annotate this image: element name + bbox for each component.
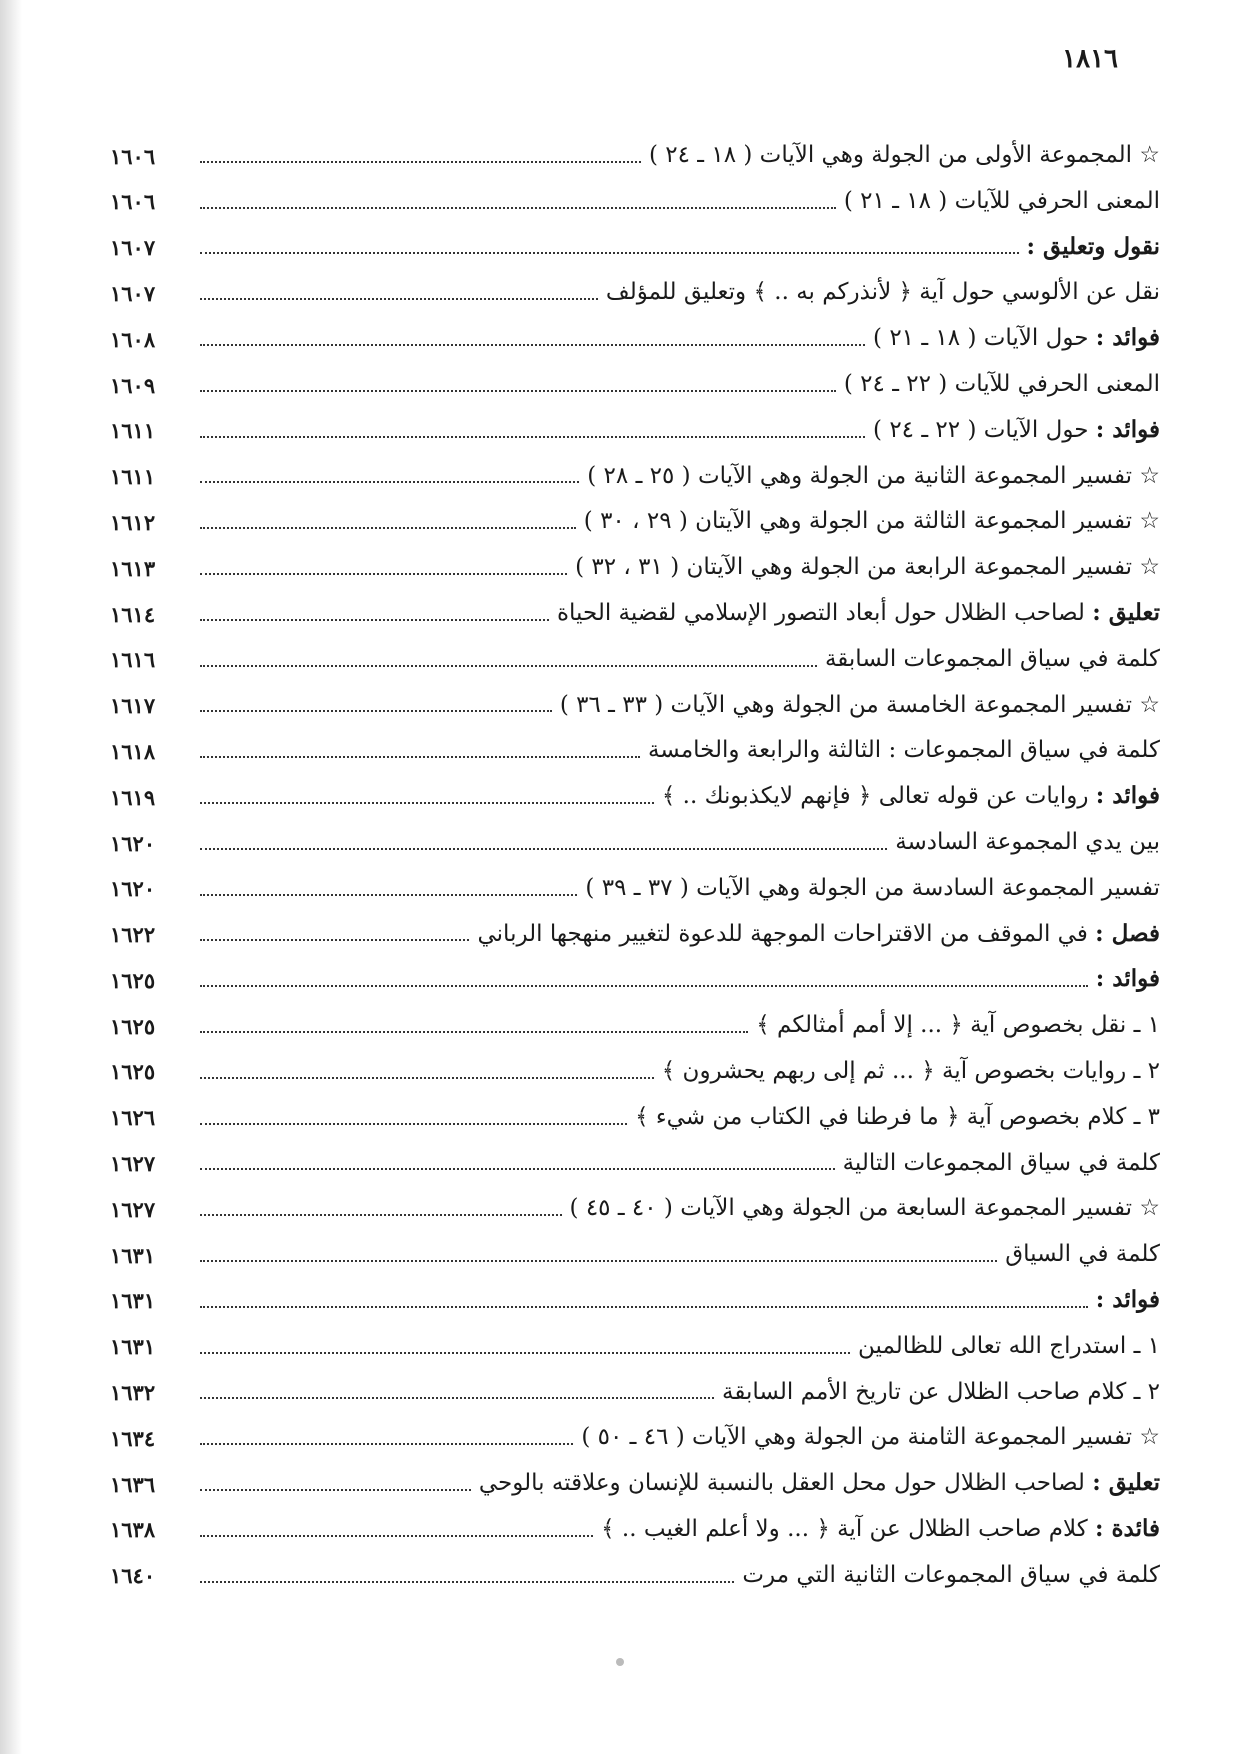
dot-leader [200,1123,627,1125]
toc-entry-text: ☆ تفسير المجموعة السابعة من الجولة وهي الآيات ( ٤٠ ـ ٤٥ ) [569,1195,1160,1222]
toc-entry-title [858,1332,1160,1361]
toc-entry-title [844,370,1160,399]
toc-entry [108,445,1160,491]
toc-entry-title [825,645,1160,674]
toc-entry-title [756,1011,1160,1040]
toc-entry-page: ١٦١١ [110,464,156,490]
dot-leader [200,665,817,667]
toc-entry-text: المعنى الحرفي للآيات ( ٢٢ ـ ٢٤ ) [843,371,1160,398]
toc-entry-title [722,1378,1160,1407]
toc-entry-label: فصل : [1095,919,1160,947]
dot-leader [200,1306,1088,1308]
dot-leader [200,1214,562,1216]
toc-entry-page: ١٦٣٨ [110,1517,156,1543]
dot-leader [200,939,469,941]
dot-leader [200,1397,714,1399]
dot-leader [200,1535,593,1537]
toc-entry-title [843,1149,1160,1178]
toc-entry-page: ١٦١٩ [110,784,156,810]
toc-entry-page: ١٦١٧ [110,693,156,719]
toc-entry-text: كلمة في السياق [1005,1241,1160,1268]
toc-entry-title [587,462,1160,491]
toc-entry-page: ١٦٢٠ [110,876,156,902]
toc-entry-page: ١٦٢٠ [110,830,156,856]
toc-entry-label: فوائد : [1095,415,1160,443]
toc-entry-text: كلمة في سياق المجموعات التالية [842,1149,1160,1176]
toc-entry [108,582,1160,628]
toc-entry-label: تعليق : [1092,599,1160,627]
dot-leader [200,298,598,300]
toc-entry [108,811,1160,857]
dot-leader [200,1077,654,1079]
toc-entry-title [560,691,1160,720]
toc-entry [108,1452,1160,1498]
toc-entry-page: ١٦٢٥ [110,1013,156,1039]
toc-entry-text: ☆ تفسير المجموعة الثالثة من الجولة وهي الآيتان ( ٢٩ ، ٣٠ ) [583,508,1160,535]
toc-entry-title [649,141,1160,170]
toc-entry-title [601,1515,1160,1544]
toc-entry-text: ٢ ـ روايات بخصوص آية ﴿ ... ثم إلى ربهم يحشرون ﴾ [661,1057,1160,1084]
toc-entry [108,261,1160,307]
toc-entry-text: لصاحب الظلال حول أبعاد التصور الإسلامي لقضية الحياة [556,600,1093,627]
dot-leader [200,1260,997,1262]
toc-entry-title [648,736,1160,765]
toc-entry-title [1005,1240,1160,1269]
toc-entry-title [477,920,1160,949]
scan-edge [0,0,22,1754]
table-of-contents [108,124,1160,1590]
toc-entry-text: روايات عن قوله تعالى ﴿ فإنهم لايكذبونك .. ﴾ [661,783,1096,810]
toc-entry [108,216,1160,262]
toc-entry-text: المعنى الحرفي للآيات ( ١٨ ـ ٢١ ) [843,187,1160,214]
toc-entry-text: ☆ المجموعة الأولى من الجولة وهي الآيات ( ١٨ ـ ٢٤ ) [648,142,1160,169]
toc-entry [108,1177,1160,1223]
dot-leader [200,1031,748,1033]
toc-entry-text: في الموقف من الاقتراحات الموجهة للدعوة لتغيير منهجها الرباني [477,920,1096,947]
dot-leader [200,985,1088,987]
toc-entry [108,1223,1160,1269]
toc-entry-title [662,782,1160,811]
toc-entry-page: ١٦٣١ [110,1242,156,1268]
toc-entry-page: ١٦٠٧ [110,235,156,261]
toc-entry-title [662,1057,1160,1086]
toc-entry-text: ٢ ـ كلام صاحب الظلال عن تاريخ الأمم السابقة [722,1378,1160,1405]
toc-entry-page: ١٦١٢ [110,509,156,535]
toc-entry [108,307,1160,353]
toc-entry-text: ٣ ـ كلام بخصوص آية ﴿ ما فرطنا في الكتاب من شيء ﴾ [635,1103,1160,1130]
toc-entry-title [581,1423,1160,1452]
toc-entry [108,124,1160,170]
page-number: ١٨١٦ [1062,44,1118,74]
dot-leader [200,207,836,209]
toc-entry-title [742,1561,1160,1590]
dot-leader [200,1443,573,1445]
toc-entry-title [1096,965,1160,994]
toc-entry [108,1361,1160,1407]
toc-entry-page: ١٦٣٤ [110,1425,156,1451]
toc-entry-title [873,416,1160,445]
dot-leader [200,894,577,896]
toc-entry-title [873,324,1160,353]
toc-entry-text: ☆ تفسير المجموعة الخامسة من الجولة وهي الآيات ( ٣٣ ـ ٣٦ ) [559,691,1160,718]
toc-entry-title [1096,1286,1160,1315]
toc-entry-title [1027,233,1160,262]
dot-leader [200,710,552,712]
toc-entry-text: نقل عن الألوسي حول آية ﴿ لأنذركم به .. ﴾ وتعليق للمؤلف [605,279,1160,306]
dot-leader [200,573,567,575]
toc-entry [108,1132,1160,1178]
toc-entry-title [575,553,1160,582]
dot-leader [200,481,579,483]
toc-entry-text: كلمة في سياق المجموعات السابقة [824,645,1160,672]
toc-entry-page: ١٦١٦ [110,647,156,673]
dot-leader [200,344,865,346]
toc-entry [108,1269,1160,1315]
toc-entry-page: ١٦١٣ [110,555,156,581]
toc-entry-text: ☆ تفسير المجموعة الثانية من الجولة وهي الآيات ( ٢٥ ـ ٢٨ ) [587,462,1160,489]
dot-leader [200,1489,471,1491]
toc-entry-label: نقول وتعليق : [1026,232,1160,260]
toc-entry-page: ١٦٠٩ [110,372,156,398]
toc-entry-page: ١٦٢٥ [110,1059,156,1085]
toc-entry-text: ١ ـ نقل بخصوص آية ﴿ ... إلا أمم أمثالكم ﴾ [756,1012,1160,1039]
toc-entry [108,353,1160,399]
dot-leader [200,802,654,804]
toc-entry-text: كلمة في سياق المجموعات : الثالثة والرابعة والخامسة [647,737,1160,764]
toc-entry-label: فوائد : [1095,324,1160,352]
toc-entry [108,719,1160,765]
toc-entry-text: حول الآيات ( ١٨ ـ ٢١ ) [873,325,1096,352]
toc-entry-label: تعليق : [1092,1469,1160,1497]
dot-leader [200,161,641,163]
toc-entry-title [557,599,1160,628]
toc-entry-text: ☆ تفسير المجموعة الثامنة من الجولة وهي الآيات ( ٤٦ ـ ٥٠ ) [581,1424,1160,1451]
toc-entry-text: كلمة في سياق المجموعات الثانية التي مرت [742,1561,1160,1588]
toc-entry [108,948,1160,994]
toc-entry-page: ١٦٣١ [110,1334,156,1360]
toc-entry-label: فوائد : [1095,1285,1160,1313]
toc-entry-page: ١٦٢٧ [110,1151,156,1177]
dot-leader [200,1168,835,1170]
toc-entry [108,628,1160,674]
dot-leader [200,252,1019,254]
toc-entry [108,674,1160,720]
toc-entry [108,1406,1160,1452]
toc-entry-page: ١٦٢٦ [110,1105,156,1131]
toc-entry-title [585,874,1160,903]
toc-entry [108,903,1160,949]
toc-entry-text: حول الآيات ( ٢٢ ـ ٢٤ ) [873,416,1096,443]
toc-entry [108,994,1160,1040]
toc-entry [108,857,1160,903]
toc-entry-title [479,1469,1160,1498]
toc-entry [108,1086,1160,1132]
dot-leader [200,390,836,392]
toc-entry [108,1498,1160,1544]
toc-entry-page: ١٦٠٨ [110,326,156,352]
dot-leader [200,848,887,850]
toc-entry-page: ١٦٠٧ [110,280,156,306]
toc-entry-label: فائدة : [1094,1514,1160,1542]
toc-entry-page: ١٦٣١ [110,1288,156,1314]
toc-entry-label: فوائد : [1095,965,1160,993]
toc-entry-text: كلام صاحب الظلال عن آية ﴿ ... ولا أعلم الغيب .. ﴾ [601,1515,1095,1542]
dot-leader [200,527,576,529]
toc-entry-title [895,828,1160,857]
toc-entry [108,170,1160,216]
toc-entry-title [570,1194,1160,1223]
toc-entry [108,536,1160,582]
toc-entry-page: ١٦١١ [110,418,156,444]
toc-entry-page: ١٦٠٦ [110,189,156,215]
toc-entry-text: ١ ـ استدراج الله تعالى للظالمين [858,1332,1160,1359]
toc-entry-page: ١٦٢٢ [110,922,156,948]
toc-entry-text: بين يدي المجموعة السادسة [895,829,1160,855]
toc-entry-title [584,507,1160,536]
toc-entry [108,1544,1160,1590]
toc-entry-page: ١٦٠٦ [110,143,156,169]
toc-entry [108,1315,1160,1361]
toc-entry-text: ☆ تفسير المجموعة الرابعة من الجولة وهي الآيتان ( ٣١ ، ٣٢ ) [575,554,1160,581]
toc-entry [108,490,1160,536]
footer-mark [616,1658,624,1666]
toc-entry-page: ١٦١٨ [110,738,156,764]
dot-leader [200,436,865,438]
toc-entry-page: ١٦٢٥ [110,967,156,993]
toc-entry-page: ١٦٤٠ [110,1563,156,1589]
toc-entry [108,399,1160,445]
toc-entry-text: تفسير المجموعة السادسة من الجولة وهي الآيات ( ٣٧ ـ ٣٩ ) [585,874,1160,901]
toc-entry-page: ١٦٣٢ [110,1380,156,1406]
toc-entry-page: ١٦١٤ [110,601,156,627]
toc-entry-page: ١٦٢٧ [110,1196,156,1222]
toc-entry-title [844,187,1160,216]
dot-leader [200,1352,850,1354]
toc-entry-title [635,1103,1160,1132]
dot-leader [200,756,640,758]
toc-entry [108,765,1160,811]
toc-entry-text: لصاحب الظلال حول محل العقل بالنسبة للإنسان وعلاقته بالوحي [478,1470,1093,1497]
dot-leader [200,619,549,621]
toc-entry-title [606,278,1160,307]
toc-entry-label: فوائد : [1095,782,1160,810]
dot-leader [200,1581,734,1583]
toc-entry-page: ١٦٣٦ [110,1471,156,1497]
toc-entry [108,1040,1160,1086]
